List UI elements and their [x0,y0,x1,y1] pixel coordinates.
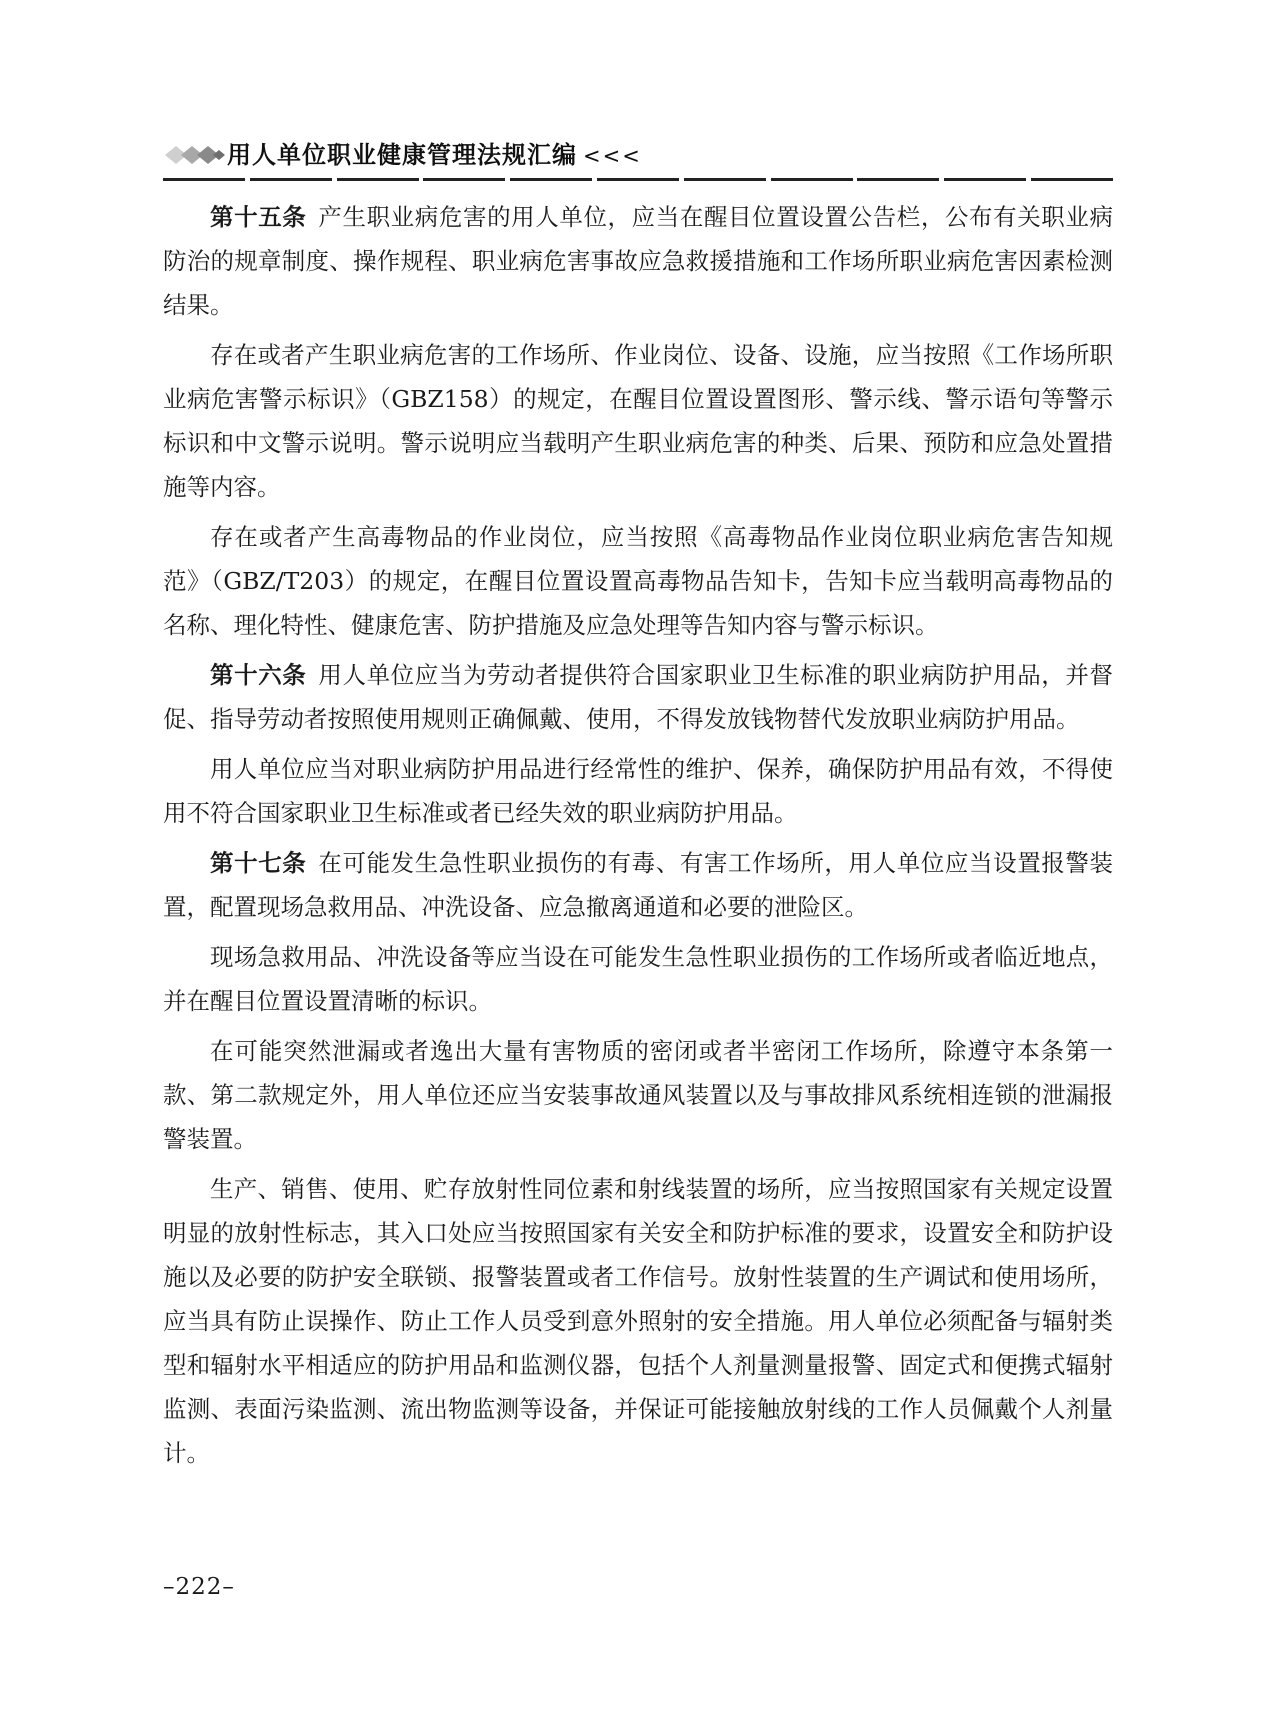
book-title-text: 用人单位职业健康管理法规汇编 [227,141,577,169]
running-header [163,138,1113,178]
paragraph [163,653,1113,741]
paragraph [163,333,1113,509]
book-title [227,138,642,173]
paragraph [163,841,1113,929]
paragraph [163,195,1113,327]
paragraph-text: 产生职业病危害的用人单位，应当在醒目位置设置公告栏，公布有关职业病防治的规章制度、操作规程、职业病危害事故应急救援措施和工作场所职业病危害因素检测结果。 [163,203,1114,319]
paragraph [163,1167,1113,1475]
paragraph-text: 在可能发生急性职业损伤的有毒、有害工作场所，用人单位应当设置报警装置，配置现场急救用品、冲洗设备、应急撤离通道和必要的泄险区。 [163,849,1114,921]
paragraph [163,747,1113,835]
paragraph-text: 现场急救用品、冲洗设备等应当设在可能发生急性职业损伤的工作场所或者临近地点，并在醒目位置设置清晰的标识。 [163,943,1113,1015]
paragraph [163,515,1113,647]
paragraph [163,935,1113,1023]
article-heading: 第十六条 [210,661,307,689]
paragraph-text: 在可能突然泄漏或者逸出大量有害物质的密闭或者半密闭工作场所，除遵守本条第一款、第二款规定外，用人单位还应当安装事故通风装置以及与事故排风系统相连锁的泄漏报警装置。 [163,1037,1113,1153]
paragraph-text: 生产、销售、使用、贮存放射性同位素和射线装置的场所，应当按照国家有关规定设置明显的放射性标志，其入口处应当按照国家有关安全和防护标准的要求，设置安全和防护设施以及必要的防护安全联锁、报警装置或者工作信号。放射性装置的生产调试和使用场所，应当具有防止误操作、防止工作人员受到意外照射的安全措施。用人单位必须配备与辐射类型和辐射水平相适应的防护用品和监测仪器，包括个人剂量测量报警、固定式和便携式辐射监测、表面污染监测、流出物监测等设备，并保证可能接触放射线的工作人员佩戴个人剂量计。 [163,1175,1113,1467]
article-heading: 第十五条 [210,203,307,231]
body-text [163,195,1113,1481]
chevrons-left-icon: <<< [583,144,642,168]
header-divider [163,178,1113,181]
paragraph-text: 存在或者产生职业病危害的工作场所、作业岗位、设备、设施，应当按照《工作场所职业病危害警示标识》（GBZ158）的规定，在醒目位置设置图形、警示线、警示语句等警示标识和中文警示说明。警示说明应当载明产生职业病危害的种类、后果、预防和应急处置措施等内容。 [163,341,1113,501]
paragraph-text: 存在或者产生高毒物品的作业岗位，应当按照《高毒物品作业岗位职业病危害告知规范》（GBZ/T203）的规定，在醒目位置设置高毒物品告知卡，告知卡应当载明高毒物品的名称、理化特性、健康危害、防护措施及应急处理等告知内容与警示标识。 [163,523,1113,639]
paragraph [163,1029,1113,1161]
page-number: –222– [163,1574,235,1600]
paragraph-text: 用人单位应当对职业病防护用品进行经常性的维护、保养，确保防护用品有效，不得使用不符合国家职业卫生标准或者已经失效的职业病防护用品。 [163,755,1113,827]
article-heading: 第十七条 [210,849,307,877]
double-diamond-arrow-icon [163,144,229,166]
paragraph-text: 用人单位应当为劳动者提供符合国家职业卫生标准的职业病防护用品，并督促、指导劳动者按照使用规则正确佩戴、使用，不得发放钱物替代发放职业病防护用品。 [163,661,1114,733]
